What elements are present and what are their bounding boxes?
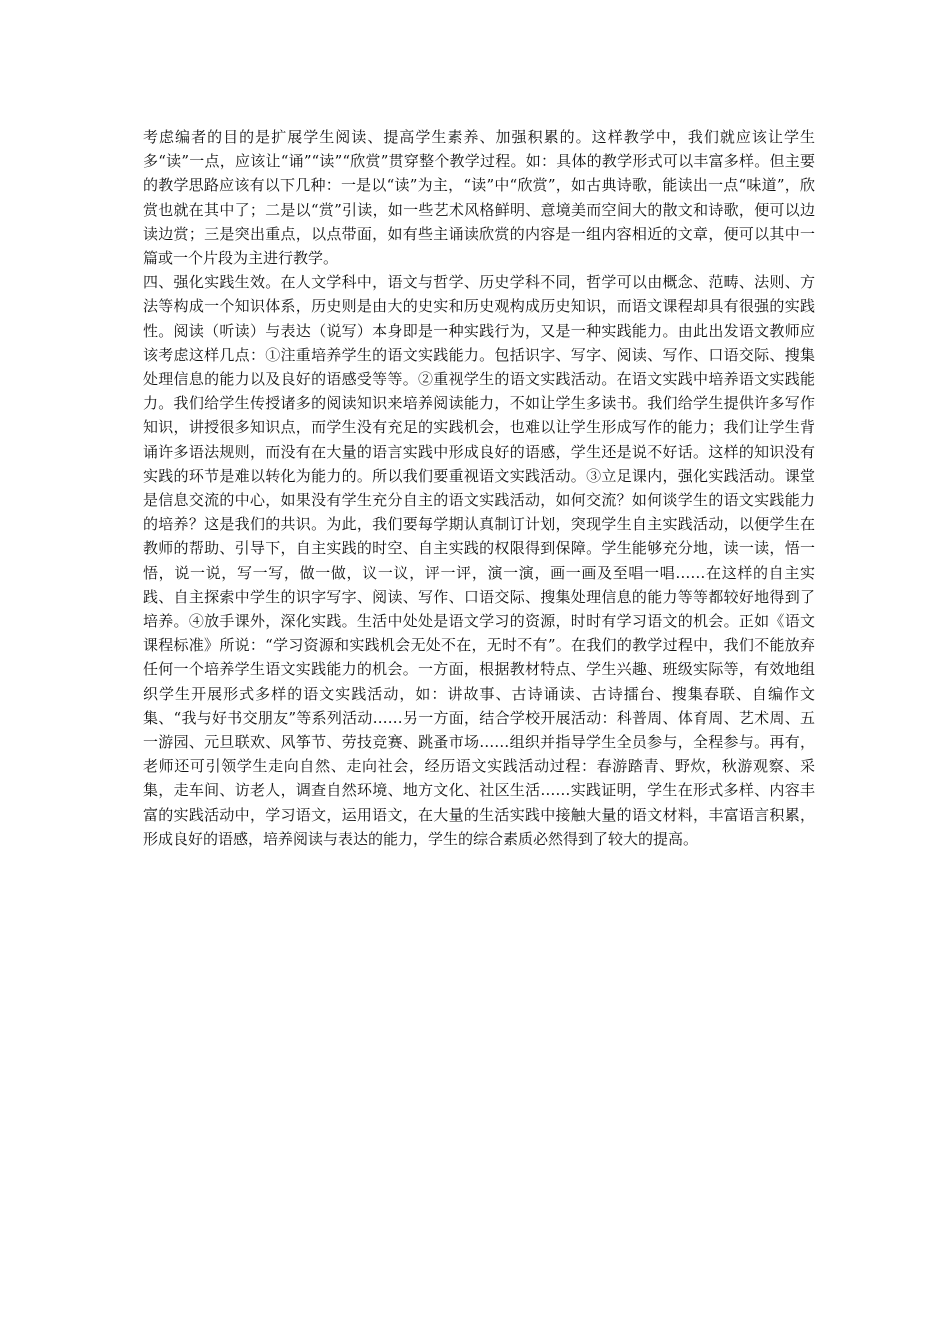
document-body bbox=[143, 125, 815, 851]
paragraph-practice-section: 四、强化实践生效。在人文学科中，语文与哲学、历史学科不同，哲学可以由概念、范畴、法则、方法等构成一个知识体系，历史则是由大的史实和历史观构成历史知识，而语文课程却具有很强的实践性。阅读（听读）与表达（说写）本身即是一种实践行为，又是一种实践能力。由此出发语文教师应该考虑这样几点：①注重培养学生的语文实践能力。包括识字、写字、阅读、写作、口语交际、搜集处理信息的能力以及良好的语感受等等。②重视学生的语文实践活动。在语文实践中培养语文实践能力。我们给学生传授诸多的阅读知识来培养阅读能力，不如让学生多读书。我们给学生提供许多写作知识，讲授很多知识点，而学生没有充足的实践机会，也难以让学生形成写作的能力；我们让学生背诵许多语法规则，而没有在大量的语言实践中形成良好的语感，学生还是说不好话。这样的知识没有实践的环节是难以转化为能力的。所以我们要重视语文实践活动。③立足课内，强化实践活动。课堂是信息交流的中心，如果没有学生充分自主的语文实践活动，如何交流？如何谈学生的语文实践能力的培养？这是我们的共识。为此，我们要每学期认真制订计划，突现学生自主实践活动，以便学生在教师的帮助、引导下，自主实践的时空、自主实践的权限得到保障。学生能够充分地，读一读，悟一悟，说一说，写一写，做一做，议一议，评一评，演一演，画一画及至唱一唱……在这样的自主实践、自主探索中学生的识字写字、阅读、写作、口语交际、搜集处理信息的能力等等都较好地得到了培养。④放手课外，深化实践。生活中处处是语文学习的资源，时时有学习语文的机会。正如《语文课程标准》所说：“学习资源和实践机会无处不在，无时不有”。在我们的教学过程中，我们不能放弃任何一个培养学生语文实践能力的机会。一方面，根据教材特点、学生兴趣、班级实际等，有效地组织学生开展形式多样的语文实践活动，如：讲故事、古诗诵读、古诗擂台、搜集春联、自编作文集、“我与好书交朋友”等系列活动……另一方面，结合学校开展活动：科普周、体育周、艺术周、五一游园、元旦联欢、风筝节、劳技竞赛、跳蚤市场……组织并指导学生全员参与，全程参与。再有，老师还可引领学生走向自然、走向社会，经历语文实践活动过程：春游踏青、野炊，秋游观察、采集，走车间、访老人，调查自然环境、地方文化、社区生活……实践证明，学生在形式多样、内容丰富的实践活动中，学习语文，运用语文，在大量的生活实践中接触大量的语文材料，丰富语言积累，形成良好的语感，培养阅读与表达的能力，学生的综合素质必然得到了较大的提高。 bbox=[143, 273, 815, 848]
paragraph-reading-strategies: 考虑编者的目的是扩展学生阅读、提高学生素养、加强积累的。这样教学中，我们就应该让学生多“读”一点，应该让“诵”“读”“欣赏”贯穿整个教学过程。如：具体的教学形式可以丰富多样。但主要的教学思路应该有以下几种：一是以“读”为主，“读”中“欣赏”，如古典诗歌，能读出一点“味道”，欣赏也就在其中了；二是以“赏”引读，如一些艺术风格鲜明、意境美而空间大的散文和诗歌，便可以边读边赏；三是突出重点，以点带面，如有些主诵读欣赏的内容是一组内容相近的文章，便可以其中一篇或一个片段为主进行教学。 bbox=[143, 128, 815, 268]
